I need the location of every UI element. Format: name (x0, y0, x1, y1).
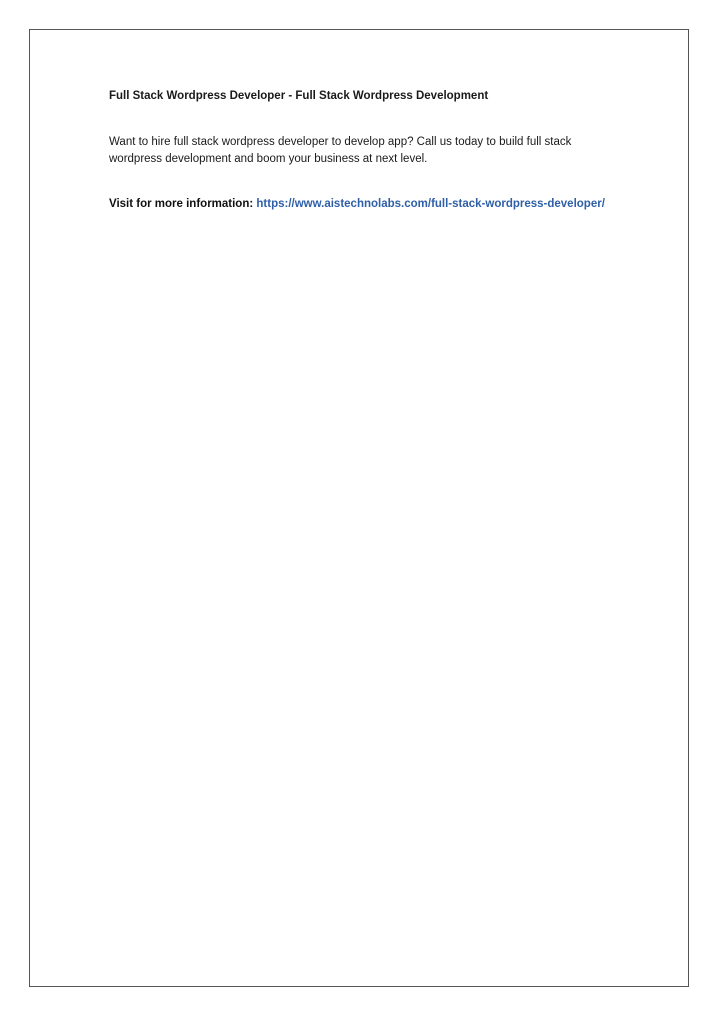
info-link[interactable]: https://www.aistechnolabs.com/full-stack-wordpress-developer/ (256, 198, 605, 210)
document-content (109, 87, 609, 213)
info-line (109, 196, 609, 213)
document-page (29, 29, 689, 987)
info-label: Visit for more information: (109, 198, 254, 210)
document-title: Full Stack Wordpress Developer - Full Stack Wordpress Development (109, 90, 489, 102)
document-paragraph: Want to hire full stack wordpress developer to develop app? Call us today to build full stack wordpress development and boom your business at next level. (109, 136, 572, 165)
